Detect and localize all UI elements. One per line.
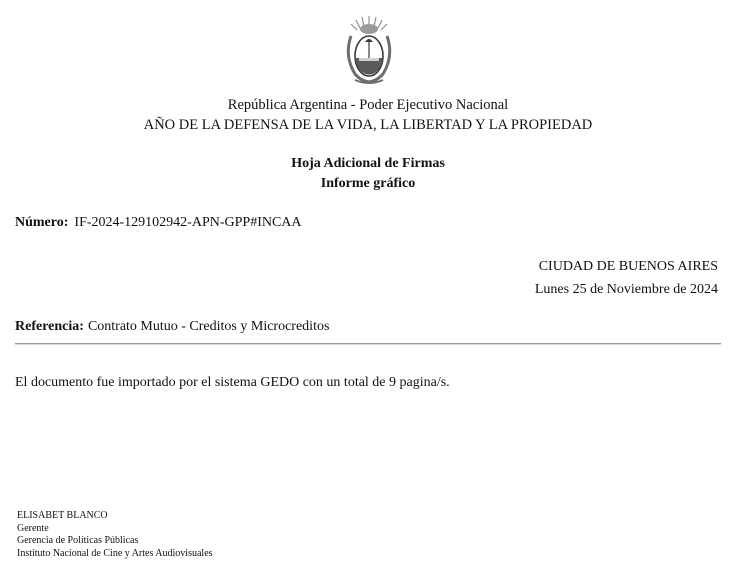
document-number-value: IF-2024-129102942-APN-GPP#INCAA	[74, 215, 302, 230]
issuer-line: República Argentina - Poder Ejecutivo Nacional	[227, 97, 509, 113]
reference-value: Contrato Mutuo - Creditos y Microcreditos	[87, 319, 330, 334]
signer-block	[17, 510, 213, 560]
coat-of-arms-emblem	[341, 14, 397, 86]
signer-name: ELISABET BLANCO	[17, 510, 108, 521]
import-notice: El documento fue importado por el sistema GEDO con un total de 9 pagina/s.	[15, 375, 450, 390]
reference	[15, 319, 329, 335]
document-title: Hoja Adicional de Firmas	[291, 156, 445, 171]
document-number	[15, 215, 302, 231]
city: CIUDAD DE BUENOS AIRES	[538, 259, 718, 274]
signer-institution: Instituto Nacional de Cine y Artes Audiovisuales	[17, 547, 213, 559]
horizontal-divider	[15, 343, 721, 345]
document-subtitle: Informe gráfico	[320, 176, 416, 191]
signer-department: Gerencia de Políticas Públicas	[17, 535, 139, 547]
signer-role: Gerente	[17, 522, 49, 534]
reference-label: Referencia:	[15, 319, 84, 334]
document-date: Lunes 25 de Noviembre de 2024	[534, 282, 718, 297]
document-number-label: Número:	[15, 215, 69, 230]
year-motto-line: AÑO DE LA DEFENSA DE LA VIDA, LA LIBERTAD Y LA PROPIEDAD	[143, 117, 593, 133]
